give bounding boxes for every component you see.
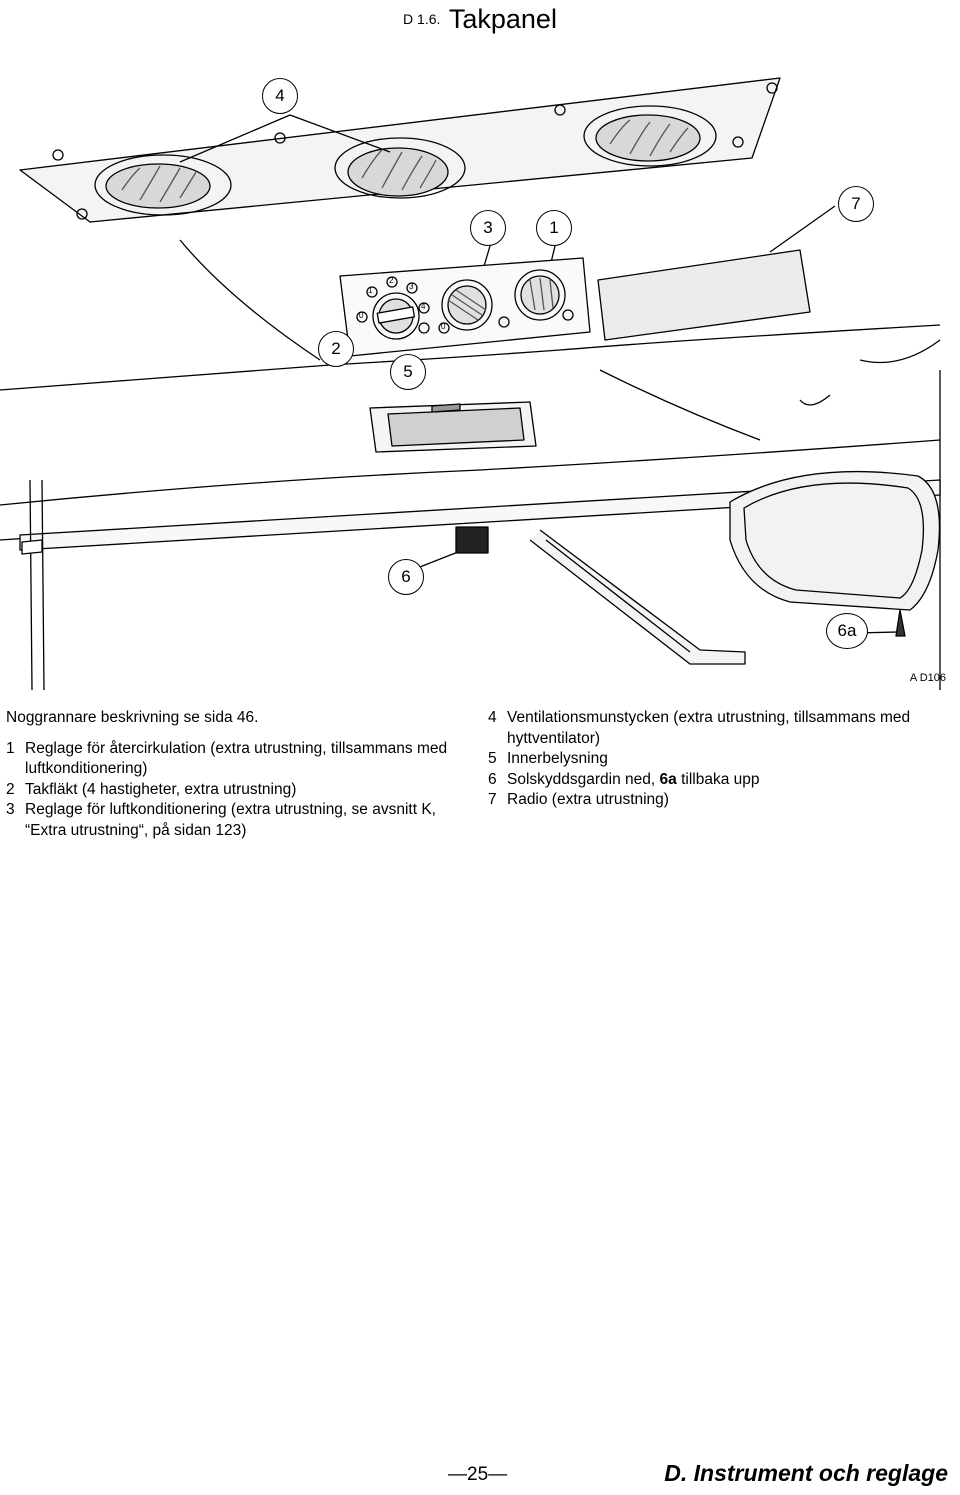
dial-number: 0 bbox=[441, 322, 446, 331]
item-text: Reglage för luftkonditionering (extra utrustning, se avsnitt K, “Extra utrustning“, på sidan 123) bbox=[25, 801, 436, 839]
callout-6a: 6a bbox=[826, 613, 868, 649]
page-title: Takpanel bbox=[448, 4, 557, 34]
section-code: D 1.6. bbox=[403, 11, 441, 27]
chapter-title: D. Instrument och reglage bbox=[664, 1460, 948, 1486]
item-text-bold: 6a bbox=[659, 770, 677, 788]
text-column-left bbox=[6, 708, 466, 841]
dial-number: 0 bbox=[359, 311, 364, 320]
callout-4: 4 bbox=[262, 78, 298, 114]
figure-code: A D106 bbox=[909, 672, 946, 684]
item-number: 5 bbox=[488, 750, 497, 767]
item-number: 2 bbox=[6, 780, 15, 798]
interior-light bbox=[370, 402, 536, 452]
roof-panel-drawing bbox=[0, 40, 960, 690]
list-item bbox=[488, 749, 958, 770]
callout-5: 5 bbox=[390, 354, 426, 390]
item-text: Ventilationsmunstycken (extra utrustning, tillsammans med hyttventilator) bbox=[507, 709, 911, 747]
roof-panel-illustration bbox=[0, 40, 960, 690]
item-number: 4 bbox=[488, 709, 497, 726]
list-item bbox=[488, 790, 958, 811]
dial-number: 1 bbox=[368, 286, 373, 295]
list-item bbox=[6, 780, 466, 801]
callout-1: 1 bbox=[536, 210, 572, 246]
item-number: 6 bbox=[488, 770, 497, 788]
item-text bbox=[507, 770, 958, 791]
list-item bbox=[488, 770, 958, 791]
callout-6: 6 bbox=[388, 559, 424, 595]
item-text: Innerbelysning bbox=[507, 750, 608, 767]
item-number: 1 bbox=[6, 739, 15, 757]
intro-text: Noggrannare beskrivning se sida 46. bbox=[6, 709, 259, 726]
dial-number: 3 bbox=[409, 282, 414, 291]
callout-2: 2 bbox=[318, 331, 354, 367]
callout-7: 7 bbox=[838, 186, 874, 222]
air-vent-right bbox=[584, 106, 716, 166]
item-number: 3 bbox=[6, 801, 15, 818]
sunshade-handle bbox=[456, 527, 488, 553]
list-item bbox=[6, 739, 466, 780]
control-panel bbox=[340, 258, 590, 356]
item-text: Radio (extra utrustning) bbox=[507, 791, 669, 808]
list-item bbox=[488, 708, 958, 749]
air-vent-left bbox=[95, 155, 231, 215]
item-text: Takfläkt (4 hastigheter, extra utrustning) bbox=[25, 780, 297, 798]
radio-slot bbox=[598, 250, 810, 340]
item-text: Reglage för återcirkulation (extra utrustning, tillsammans med luftkonditionering) bbox=[25, 739, 448, 777]
page-header bbox=[0, 4, 960, 35]
rearview-mirror bbox=[730, 472, 939, 610]
list-item bbox=[6, 800, 466, 841]
text-column-right bbox=[488, 708, 958, 811]
page-number: —25— bbox=[448, 1464, 508, 1485]
item-number: 7 bbox=[488, 791, 497, 808]
dial-number: 2 bbox=[389, 276, 394, 285]
item-text-before: Solskyddsgardin ned, bbox=[507, 770, 660, 788]
item-text-after: tillbaka upp bbox=[676, 770, 760, 788]
callout-3: 3 bbox=[470, 210, 506, 246]
dial-number: 4 bbox=[421, 302, 426, 311]
